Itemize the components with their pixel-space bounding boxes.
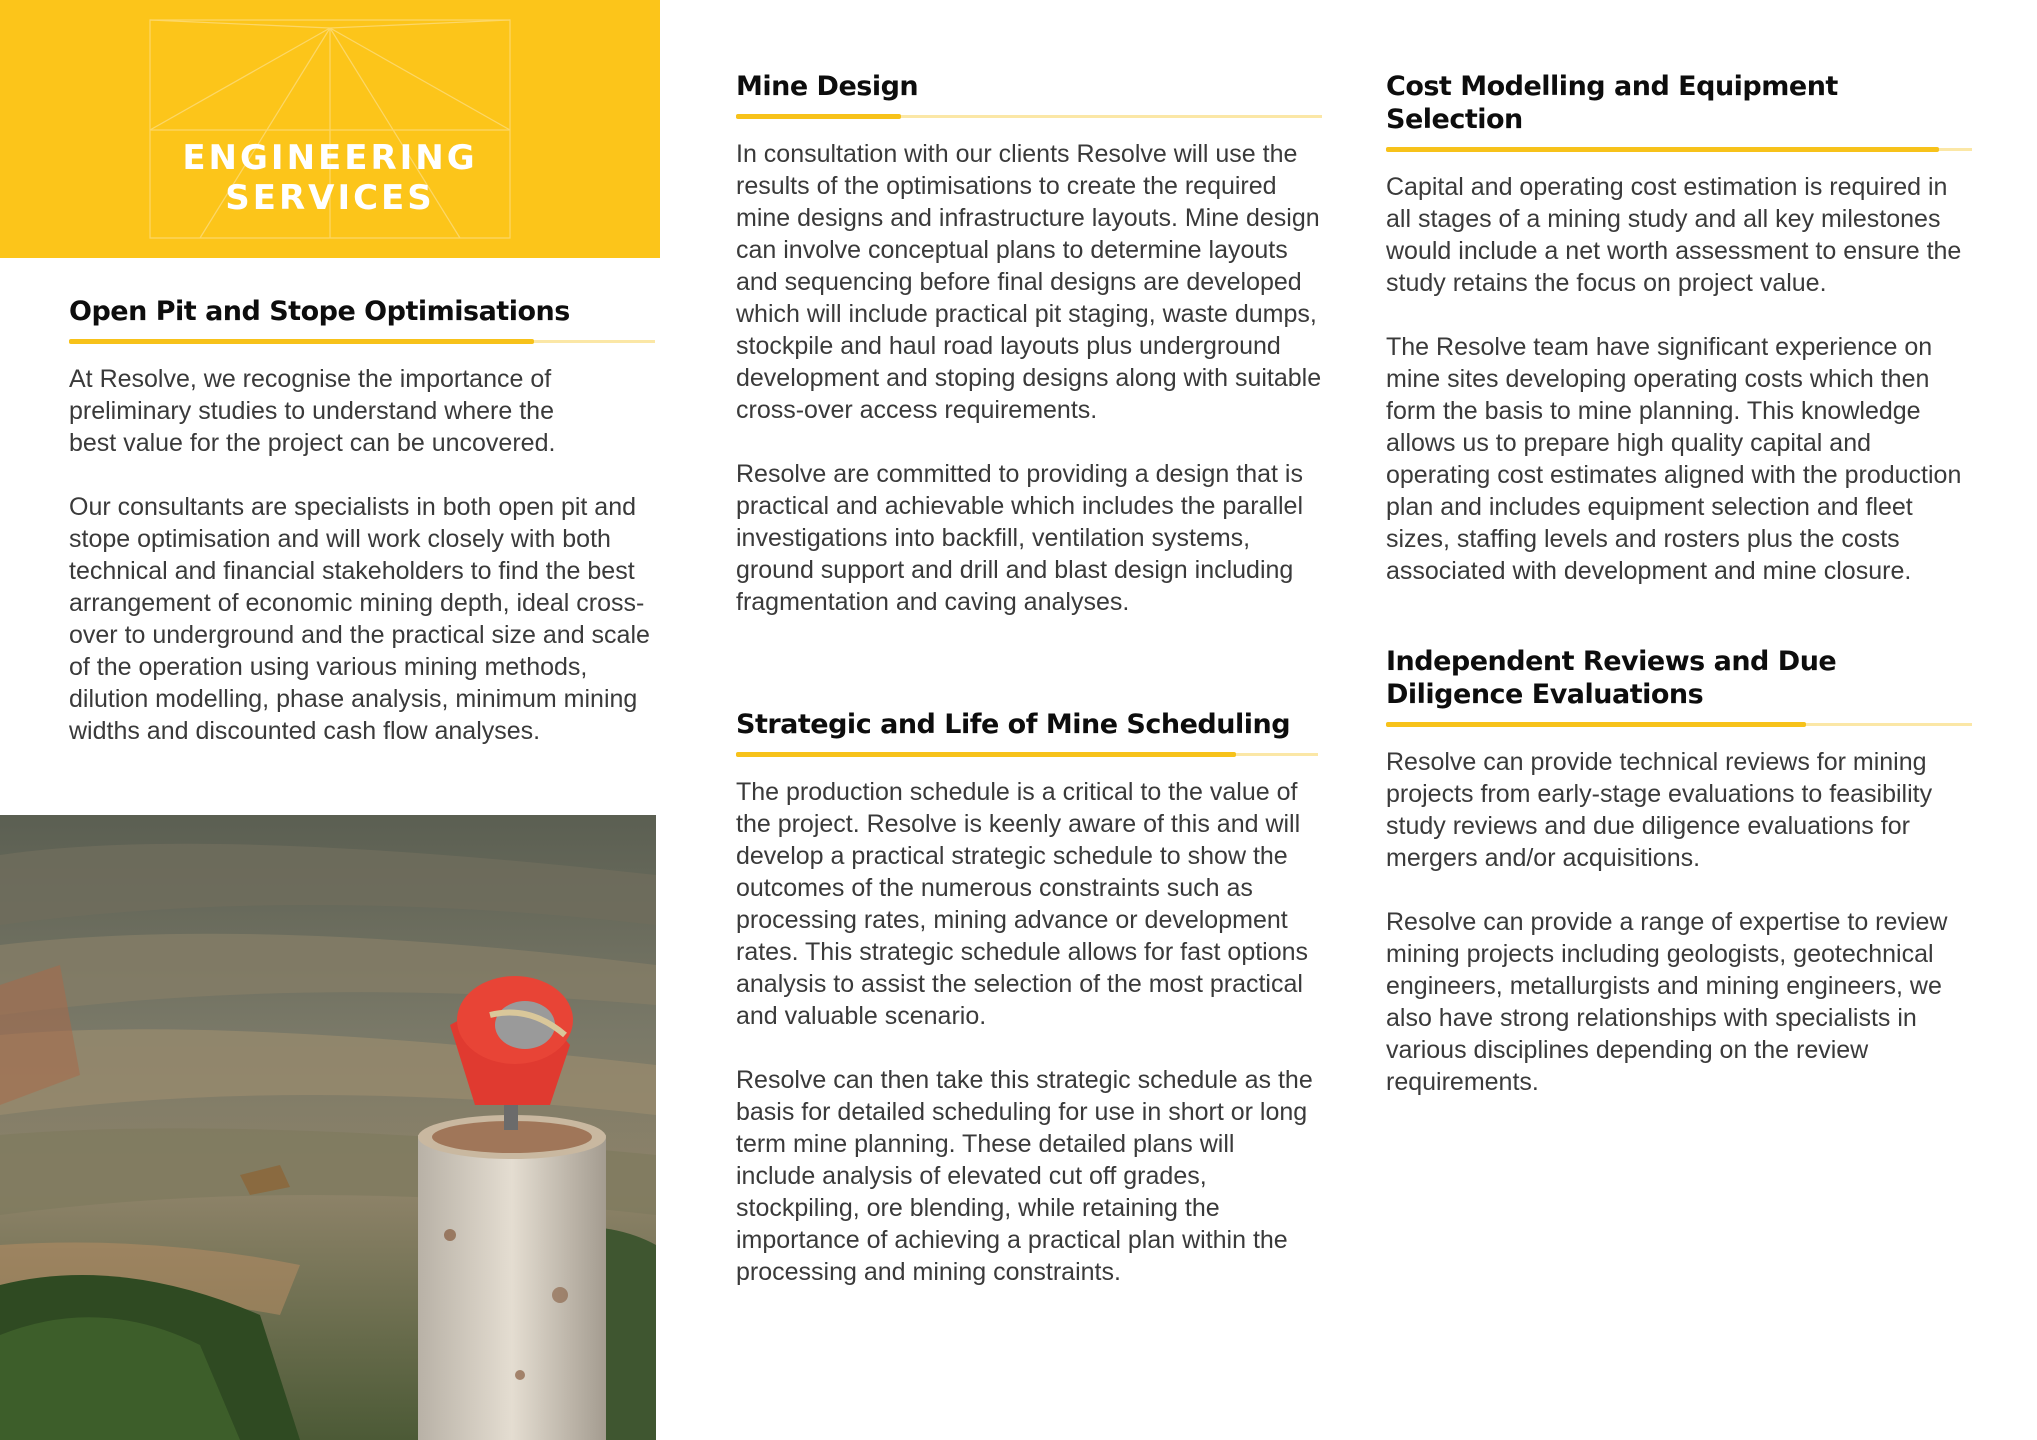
page-title-line-2: SERVICES bbox=[225, 178, 435, 218]
heading-rule bbox=[1386, 723, 1972, 726]
section-scheduling bbox=[736, 708, 1318, 1288]
title-banner bbox=[0, 0, 660, 258]
heading-rule bbox=[736, 115, 1322, 118]
section-heading: Cost Modelling and Equipment Selection bbox=[1386, 71, 1838, 135]
paragraph: Resolve can then take this strategic schedule as the basis for detailed scheduling for use in short or long term mine planning. These detailed plans will include analysis of elevated cut off grades, stockpiling, ore blending, while retaining the importance of achieving a practical plan within the processing and mining constraints. bbox=[736, 1066, 1313, 1286]
paragraph: Resolve are committed to providing a design that is practical and achievable which includes the parallel investigations into backfill, ventilation systems, ground support and drill and blast design including fragmentation and caving analyses. bbox=[736, 460, 1304, 616]
paragraph: The Resolve team have significant experience on mine sites developing operating costs which then form the basis to mine planning. This knowledge allows us to prepare high quality capital and operating cost estimates aligned with the production plan and includes equipment selection and fleet sizes, staffing levels and rosters plus the costs associated with development and mine closure. bbox=[1386, 333, 1962, 585]
section-heading-line-1: Independent Reviews and Due bbox=[1386, 646, 1837, 677]
section-reviews bbox=[1386, 645, 1972, 1098]
paragraph: Our consultants are specialists in both open pit and stope optimisation and will work closely with both technical and financial stakeholders to find the best arrangement of economic mining depth, ideal cross-over to underground and the practical size and scale of the operation using various mining methods, dilution modelling, phase analysis, minimum mining widths and discounted cash flow analyses. bbox=[69, 493, 650, 745]
section-open-pit bbox=[69, 295, 655, 747]
paragraph: Capital and operating cost estimation is required in all stages of a mining study and all key milestones would include a net worth assessment to ensure the study retains the focus on project value. bbox=[1386, 173, 1962, 297]
heading-rule bbox=[69, 340, 655, 343]
section-cost-modelling bbox=[1386, 70, 1972, 587]
paragraph: Resolve can provide a range of expertise to review mining projects including geologists, geotechnical engineers, metallurgists and mining engineers, we also have strong relationships with specialists in various disciplines depending on the review requirements. bbox=[1386, 908, 1948, 1096]
paragraph: Resolve can provide technical reviews for mining projects from early-stage evaluations to feasibility study reviews and due diligence evaluations for mergers and/or acquisitions. bbox=[1386, 748, 1933, 872]
section-heading: Strategic and Life of Mine Scheduling bbox=[736, 709, 1291, 740]
page-title-line-1: ENGINEERING bbox=[182, 138, 478, 178]
section-heading bbox=[1386, 645, 1972, 711]
paragraph: In consultation with our clients Resolve will use the results of the optimisations to create the required mine designs and infrastructure layouts. Mine design can involve conceptual plans to determine layouts and sequencing before final designs are developed which will include practical pit staging, waste dumps, stockpile and haul road layouts plus underground development and stoping designs along with suitable cross-over access requirements. bbox=[736, 140, 1322, 424]
section-heading: Open Pit and Stope Optimisations bbox=[69, 296, 570, 327]
section-heading: Mine Design bbox=[736, 71, 919, 102]
paragraph: At Resolve, we recognise the importance of preliminary studies to understand where the best value for the project can be uncovered. bbox=[69, 365, 556, 457]
section-mine-design bbox=[736, 70, 1322, 618]
section-heading-line-2: Diligence Evaluations bbox=[1386, 679, 1704, 710]
heading-rule bbox=[736, 753, 1318, 756]
survey-prism-photo bbox=[0, 815, 656, 1440]
banner-pattern bbox=[0, 0, 660, 258]
paragraph: The production schedule is a critical to the value of the project. Resolve is keenly aware of this and will develop a practical strategic schedule to show the outcomes of the numerous constraints such as processing rates, mining advance or development rates. This strategic schedule allows for fast options analysis to assist the selection of the most practical and valuable scenario. bbox=[736, 778, 1309, 1030]
page-title bbox=[0, 138, 660, 218]
photo-image bbox=[0, 815, 656, 1440]
heading-rule bbox=[1386, 148, 1972, 151]
